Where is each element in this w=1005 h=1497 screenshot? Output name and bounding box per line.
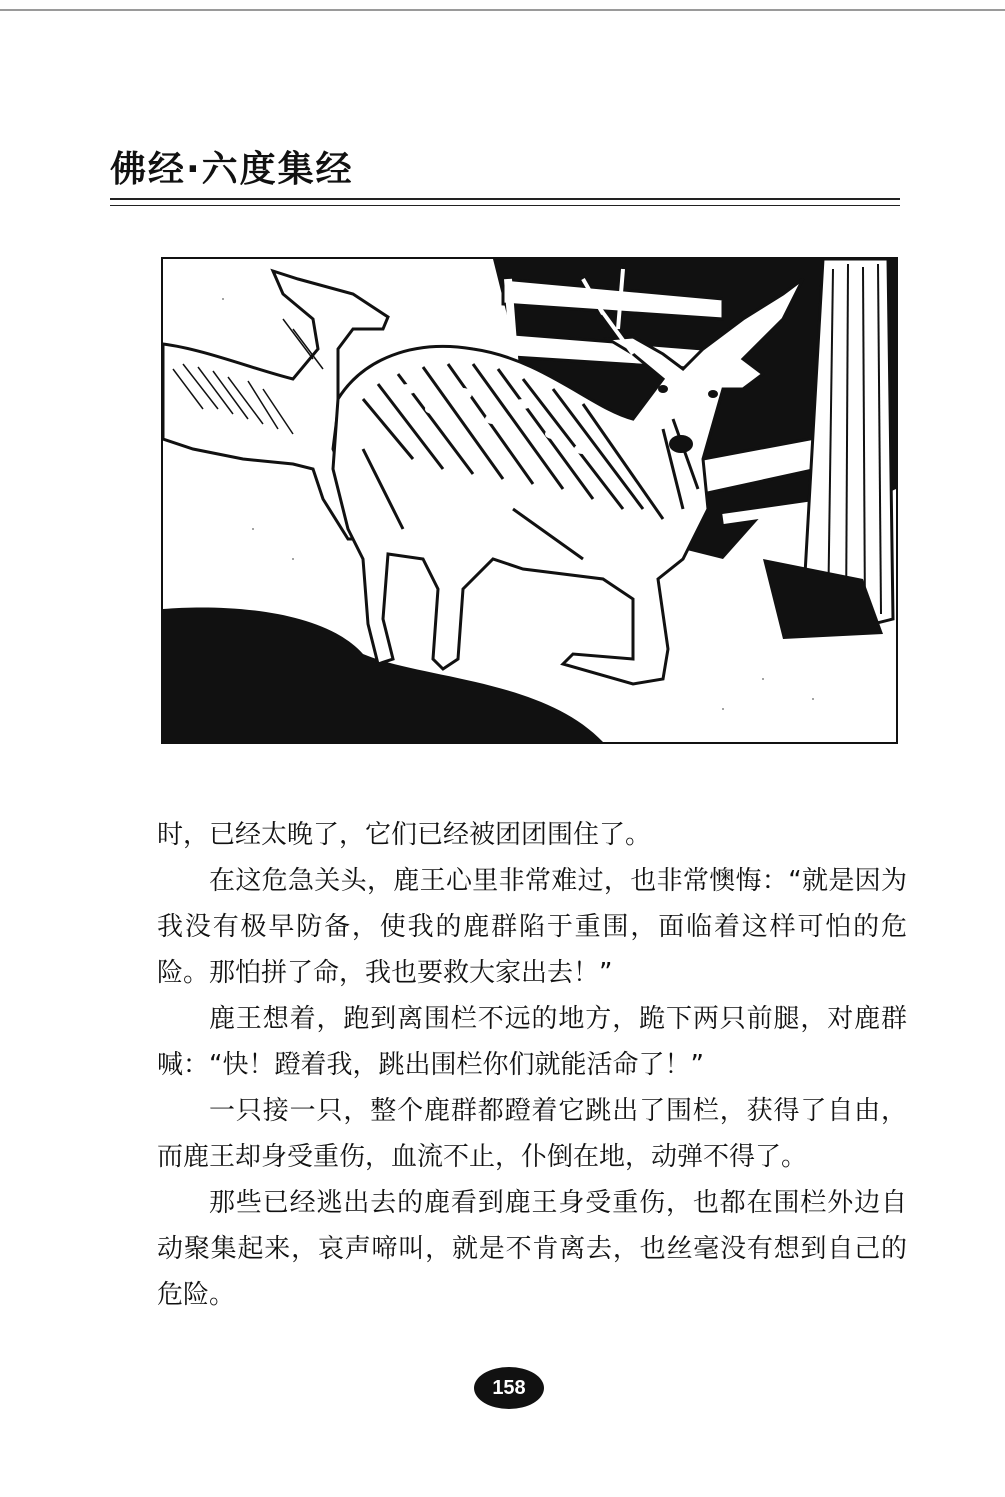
paragraph: 时，已经太晚了，它们已经被团团围住了。	[157, 820, 652, 850]
paragraph: 一只接一只，整个鹿群都蹬着它跳出了围栏，获得了自由，而鹿王却身受重伤，血流不止，仆倒在地，动弹不得了。	[157, 1096, 907, 1172]
paragraph: 鹿王想着，跑到离围栏不远的地方，跪下两只前腿，对鹿群喊：“快！蹬着我，跳出围栏你们就能活命了！”	[157, 1004, 907, 1080]
paragraph: 那些已经逃出去的鹿看到鹿王身受重伤，也都在围栏外边自动聚集起来，哀声啼叫，就是不肯离去，也丝毫没有想到自己的危险。	[157, 1188, 907, 1310]
deer-illustration	[161, 257, 898, 744]
body-text	[157, 812, 907, 1318]
header-rule-thick	[110, 198, 900, 200]
top-rule	[0, 9, 1005, 11]
running-header-title: 佛经·六度集经	[110, 149, 354, 190]
header-rule-thin	[110, 205, 900, 206]
paragraph: 在这危急关头，鹿王心里非常难过，也非常懊悔：“就是因为我没有极早防备，使我的鹿群陷于重围，面临着这样可怕的危险。那怕拼了命，我也要救大家出去！”	[157, 866, 907, 988]
page-number: 158	[474, 1367, 544, 1409]
